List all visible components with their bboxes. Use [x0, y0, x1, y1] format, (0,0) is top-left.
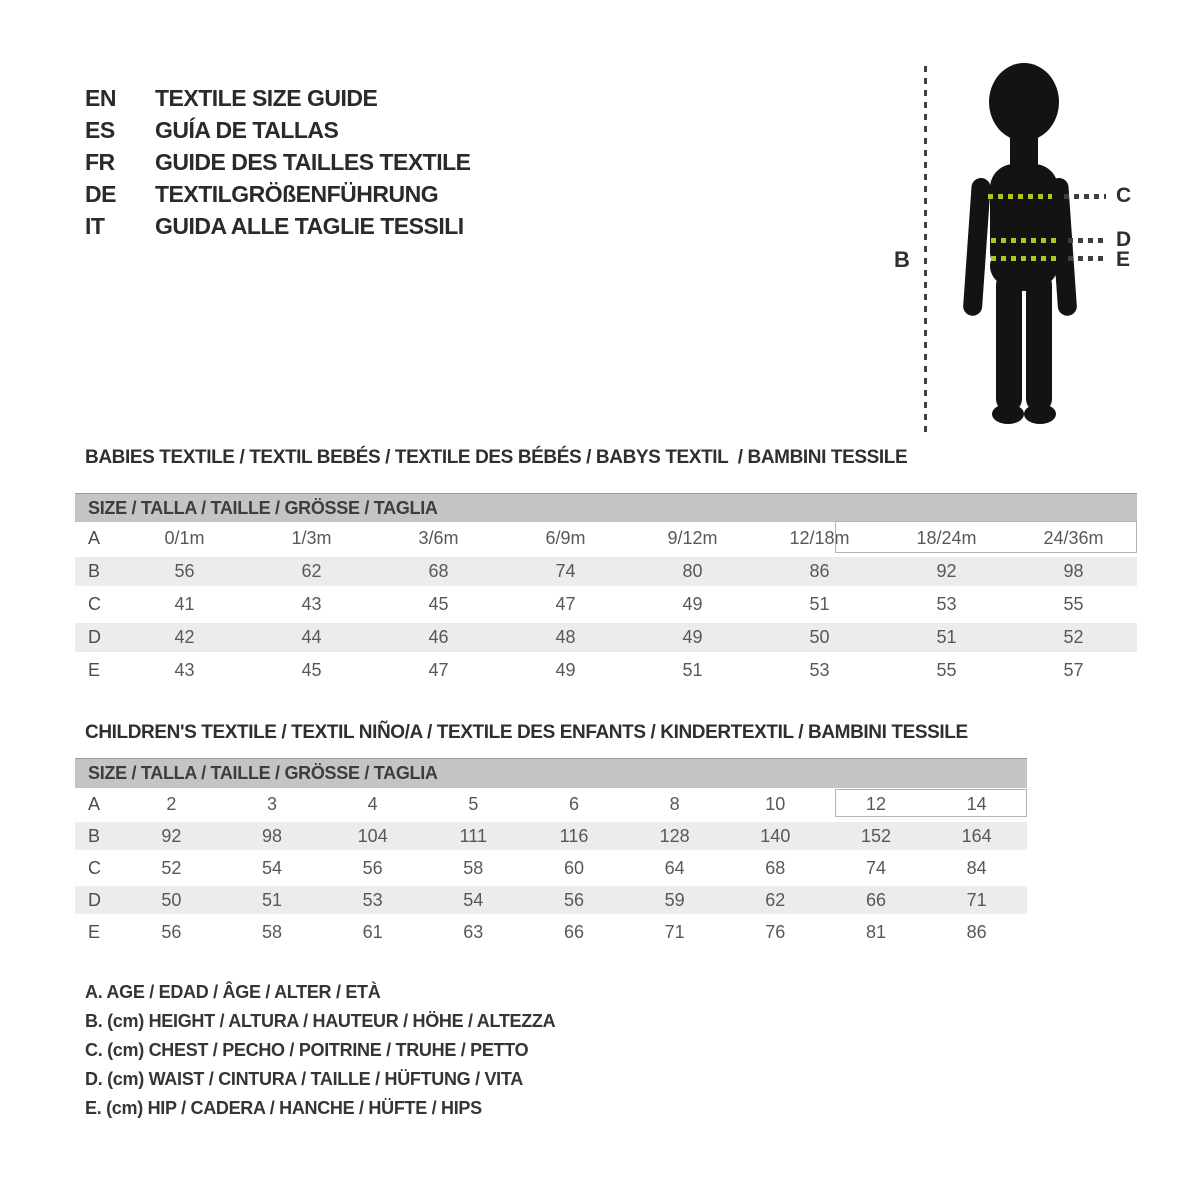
babies-size-highlight-box	[835, 521, 1137, 553]
height-measure-label: B	[894, 247, 910, 272]
table-cell: 43	[174, 660, 195, 680]
table-cell: 84	[966, 857, 987, 878]
chest-measure-line-extension	[1064, 194, 1106, 199]
language-row	[85, 210, 471, 242]
table-cell: 55	[1063, 594, 1084, 614]
table-cell: 18/24m	[916, 528, 977, 548]
table-cell: 53	[809, 660, 830, 680]
table-cell: 1/3m	[291, 528, 332, 548]
table-cell: 52	[1063, 627, 1084, 647]
table-cell: 51	[682, 660, 703, 680]
language-code: IT	[85, 213, 105, 239]
table-row-hip	[75, 654, 1137, 687]
table-cell: 4	[367, 793, 378, 814]
table-cell: 60	[563, 857, 584, 878]
table-cell: 116	[559, 825, 589, 846]
language-title-list	[85, 82, 471, 242]
table-cell: 58	[261, 921, 282, 942]
table-cell: 41	[174, 594, 195, 614]
table-cell: 47	[428, 660, 449, 680]
language-title: TEXTILGRÖßENFÜHRUNG	[155, 181, 439, 207]
table-cell: 86	[966, 921, 987, 942]
table-cell: 24/36m	[1043, 528, 1104, 548]
table-cell: 59	[664, 889, 685, 910]
language-code: DE	[85, 181, 116, 207]
table-row-waist	[75, 884, 1027, 916]
table-cell: 111	[459, 825, 487, 846]
size-table-header: SIZE / TALLA / TAILLE / GRÖSSE / TAGLIA	[75, 493, 1137, 522]
table-cell: 50	[809, 627, 830, 647]
language-title: GUIDA ALLE TAGLIE TESSILI	[155, 213, 464, 239]
table-cell: 43	[301, 594, 322, 614]
children-section-title: CHILDREN'S TEXTILE / TEXTIL NIÑO/A / TEXTILE DES ENFANTS / KINDERTEXTIL / BAMBINI TESSILE	[85, 722, 968, 743]
table-cell: 62	[301, 561, 322, 581]
table-cell: 0/1m	[164, 528, 205, 548]
hip-measure-label: E	[1116, 248, 1130, 271]
children-size-table	[75, 758, 1027, 948]
table-row-waist	[75, 621, 1137, 654]
table-cell: 6	[568, 793, 579, 814]
table-cell: 46	[428, 627, 449, 647]
table-cell: 55	[936, 660, 957, 680]
babies-size-table	[75, 493, 1137, 687]
table-row-hip	[75, 916, 1027, 948]
babies-section-title: BABIES TEXTILE / TEXTIL BEBÉS / TEXTILE DES BÉBÉS / BABYS TEXTIL / BAMBINI TESSILE	[85, 447, 908, 468]
row-label: C	[88, 594, 101, 614]
language-code: FR	[85, 149, 115, 175]
table-cell: 57	[1063, 660, 1084, 680]
table-row-chest	[75, 588, 1137, 621]
table-row-chest	[75, 852, 1027, 884]
language-row	[85, 82, 471, 114]
table-cell: 80	[682, 561, 703, 581]
table-cell: 49	[682, 594, 703, 614]
table-cell: 66	[865, 889, 886, 910]
language-code: EN	[85, 85, 116, 111]
legend-line-hip: E. (cm) HIP / CADERA / HANCHE / HÜFTE / HIPS	[85, 1098, 482, 1118]
table-cell: 104	[357, 825, 388, 846]
row-label: E	[88, 921, 101, 942]
table-row-height	[75, 820, 1027, 852]
table-cell: 47	[555, 594, 576, 614]
table-cell: 54	[463, 889, 484, 910]
table-cell: 5	[468, 793, 479, 814]
row-label: A	[88, 528, 101, 548]
table-cell: 140	[760, 825, 791, 846]
table-cell: 42	[174, 627, 195, 647]
table-cell: 53	[362, 889, 383, 910]
table-cell: 68	[428, 561, 449, 581]
hip-measure-line	[991, 256, 1057, 261]
table-cell: 128	[659, 825, 690, 846]
table-cell: 10	[765, 793, 786, 814]
legend-line-height: B. (cm) HEIGHT / ALTURA / HAUTEUR / HÖHE / ALTEZZA	[85, 1011, 556, 1031]
legend-line-chest: C. (cm) CHEST / PECHO / POITRINE / TRUHE / PETTO	[85, 1040, 529, 1060]
children-size-highlight-box	[835, 789, 1027, 817]
row-label: B	[88, 561, 101, 581]
table-cell: 3	[266, 793, 277, 814]
child-silhouette-icon	[958, 60, 1082, 432]
table-cell: 2	[166, 793, 177, 814]
language-title: GUIDE DES TAILLES TEXTILE	[155, 149, 471, 175]
table-cell: 53	[936, 594, 957, 614]
hip-measure-line-extension	[1068, 256, 1106, 261]
language-row	[85, 178, 471, 210]
height-measure-line	[924, 66, 927, 432]
table-cell: 76	[765, 921, 786, 942]
table-cell: 56	[174, 561, 195, 581]
measurement-legend	[85, 978, 555, 1123]
language-title: GUÍA DE TALLAS	[155, 117, 339, 143]
table-cell: 63	[463, 921, 484, 942]
table-cell: 64	[664, 857, 685, 878]
table-cell: 56	[563, 889, 584, 910]
table-cell: 92	[161, 825, 182, 846]
table-cell: 45	[428, 594, 449, 614]
table-row-height	[75, 555, 1137, 588]
waist-measure-line-extension	[1068, 238, 1106, 243]
row-label: D	[88, 627, 101, 647]
table-cell: 74	[865, 857, 886, 878]
table-cell: 56	[362, 857, 383, 878]
table-cell: 51	[936, 627, 957, 647]
size-table-header: SIZE / TALLA / TAILLE / GRÖSSE / TAGLIA	[75, 758, 1027, 788]
table-cell: 49	[682, 627, 703, 647]
table-cell: 48	[555, 627, 576, 647]
table-cell: 45	[301, 660, 322, 680]
table-cell: 54	[261, 857, 282, 878]
table-cell: 68	[765, 857, 786, 878]
legend-line-age: A. AGE / EDAD / ÂGE / ALTER / ETÀ	[85, 982, 381, 1002]
table-cell: 14	[966, 793, 987, 814]
table-cell: 74	[555, 561, 576, 581]
table-cell: 62	[765, 889, 786, 910]
table-cell: 50	[161, 889, 182, 910]
table-cell: 49	[555, 660, 576, 680]
table-cell: 152	[860, 825, 892, 846]
table-cell: 98	[261, 825, 282, 846]
table-cell: 51	[809, 594, 830, 614]
table-cell: 8	[669, 793, 680, 814]
table-cell: 98	[1063, 561, 1084, 581]
table-cell: 3/6m	[418, 528, 459, 548]
table-cell: 71	[966, 889, 987, 910]
chest-measure-line	[988, 194, 1052, 199]
waist-measure-label: D	[1116, 228, 1131, 251]
language-row	[85, 146, 471, 178]
row-label: A	[88, 793, 101, 814]
table-cell: 6/9m	[545, 528, 586, 548]
row-label: C	[88, 857, 101, 878]
language-title: TEXTILE SIZE GUIDE	[155, 85, 378, 111]
row-label: D	[88, 889, 101, 910]
waist-measure-line	[991, 238, 1057, 243]
table-cell: 51	[261, 889, 282, 910]
chest-measure-label: C	[1116, 184, 1131, 207]
table-cell: 44	[301, 627, 322, 647]
table-cell: 9/12m	[667, 528, 718, 548]
table-cell: 61	[362, 921, 383, 942]
row-label: E	[88, 660, 101, 680]
table-cell: 12	[865, 793, 886, 814]
row-label: B	[88, 825, 101, 846]
language-row	[85, 114, 471, 146]
table-cell: 71	[664, 921, 685, 942]
table-cell: 86	[809, 561, 830, 581]
language-code: ES	[85, 117, 115, 143]
table-cell: 92	[936, 561, 957, 581]
table-cell: 12/18m	[789, 528, 850, 548]
table-cell: 164	[961, 825, 992, 846]
table-cell: 56	[161, 921, 182, 942]
table-cell: 58	[463, 857, 484, 878]
legend-line-waist: D. (cm) WAIST / CINTURA / TAILLE / HÜFTUNG / VITA	[85, 1069, 523, 1089]
table-cell: 66	[563, 921, 584, 942]
table-cell: 81	[865, 921, 886, 942]
table-cell: 52	[161, 857, 182, 878]
